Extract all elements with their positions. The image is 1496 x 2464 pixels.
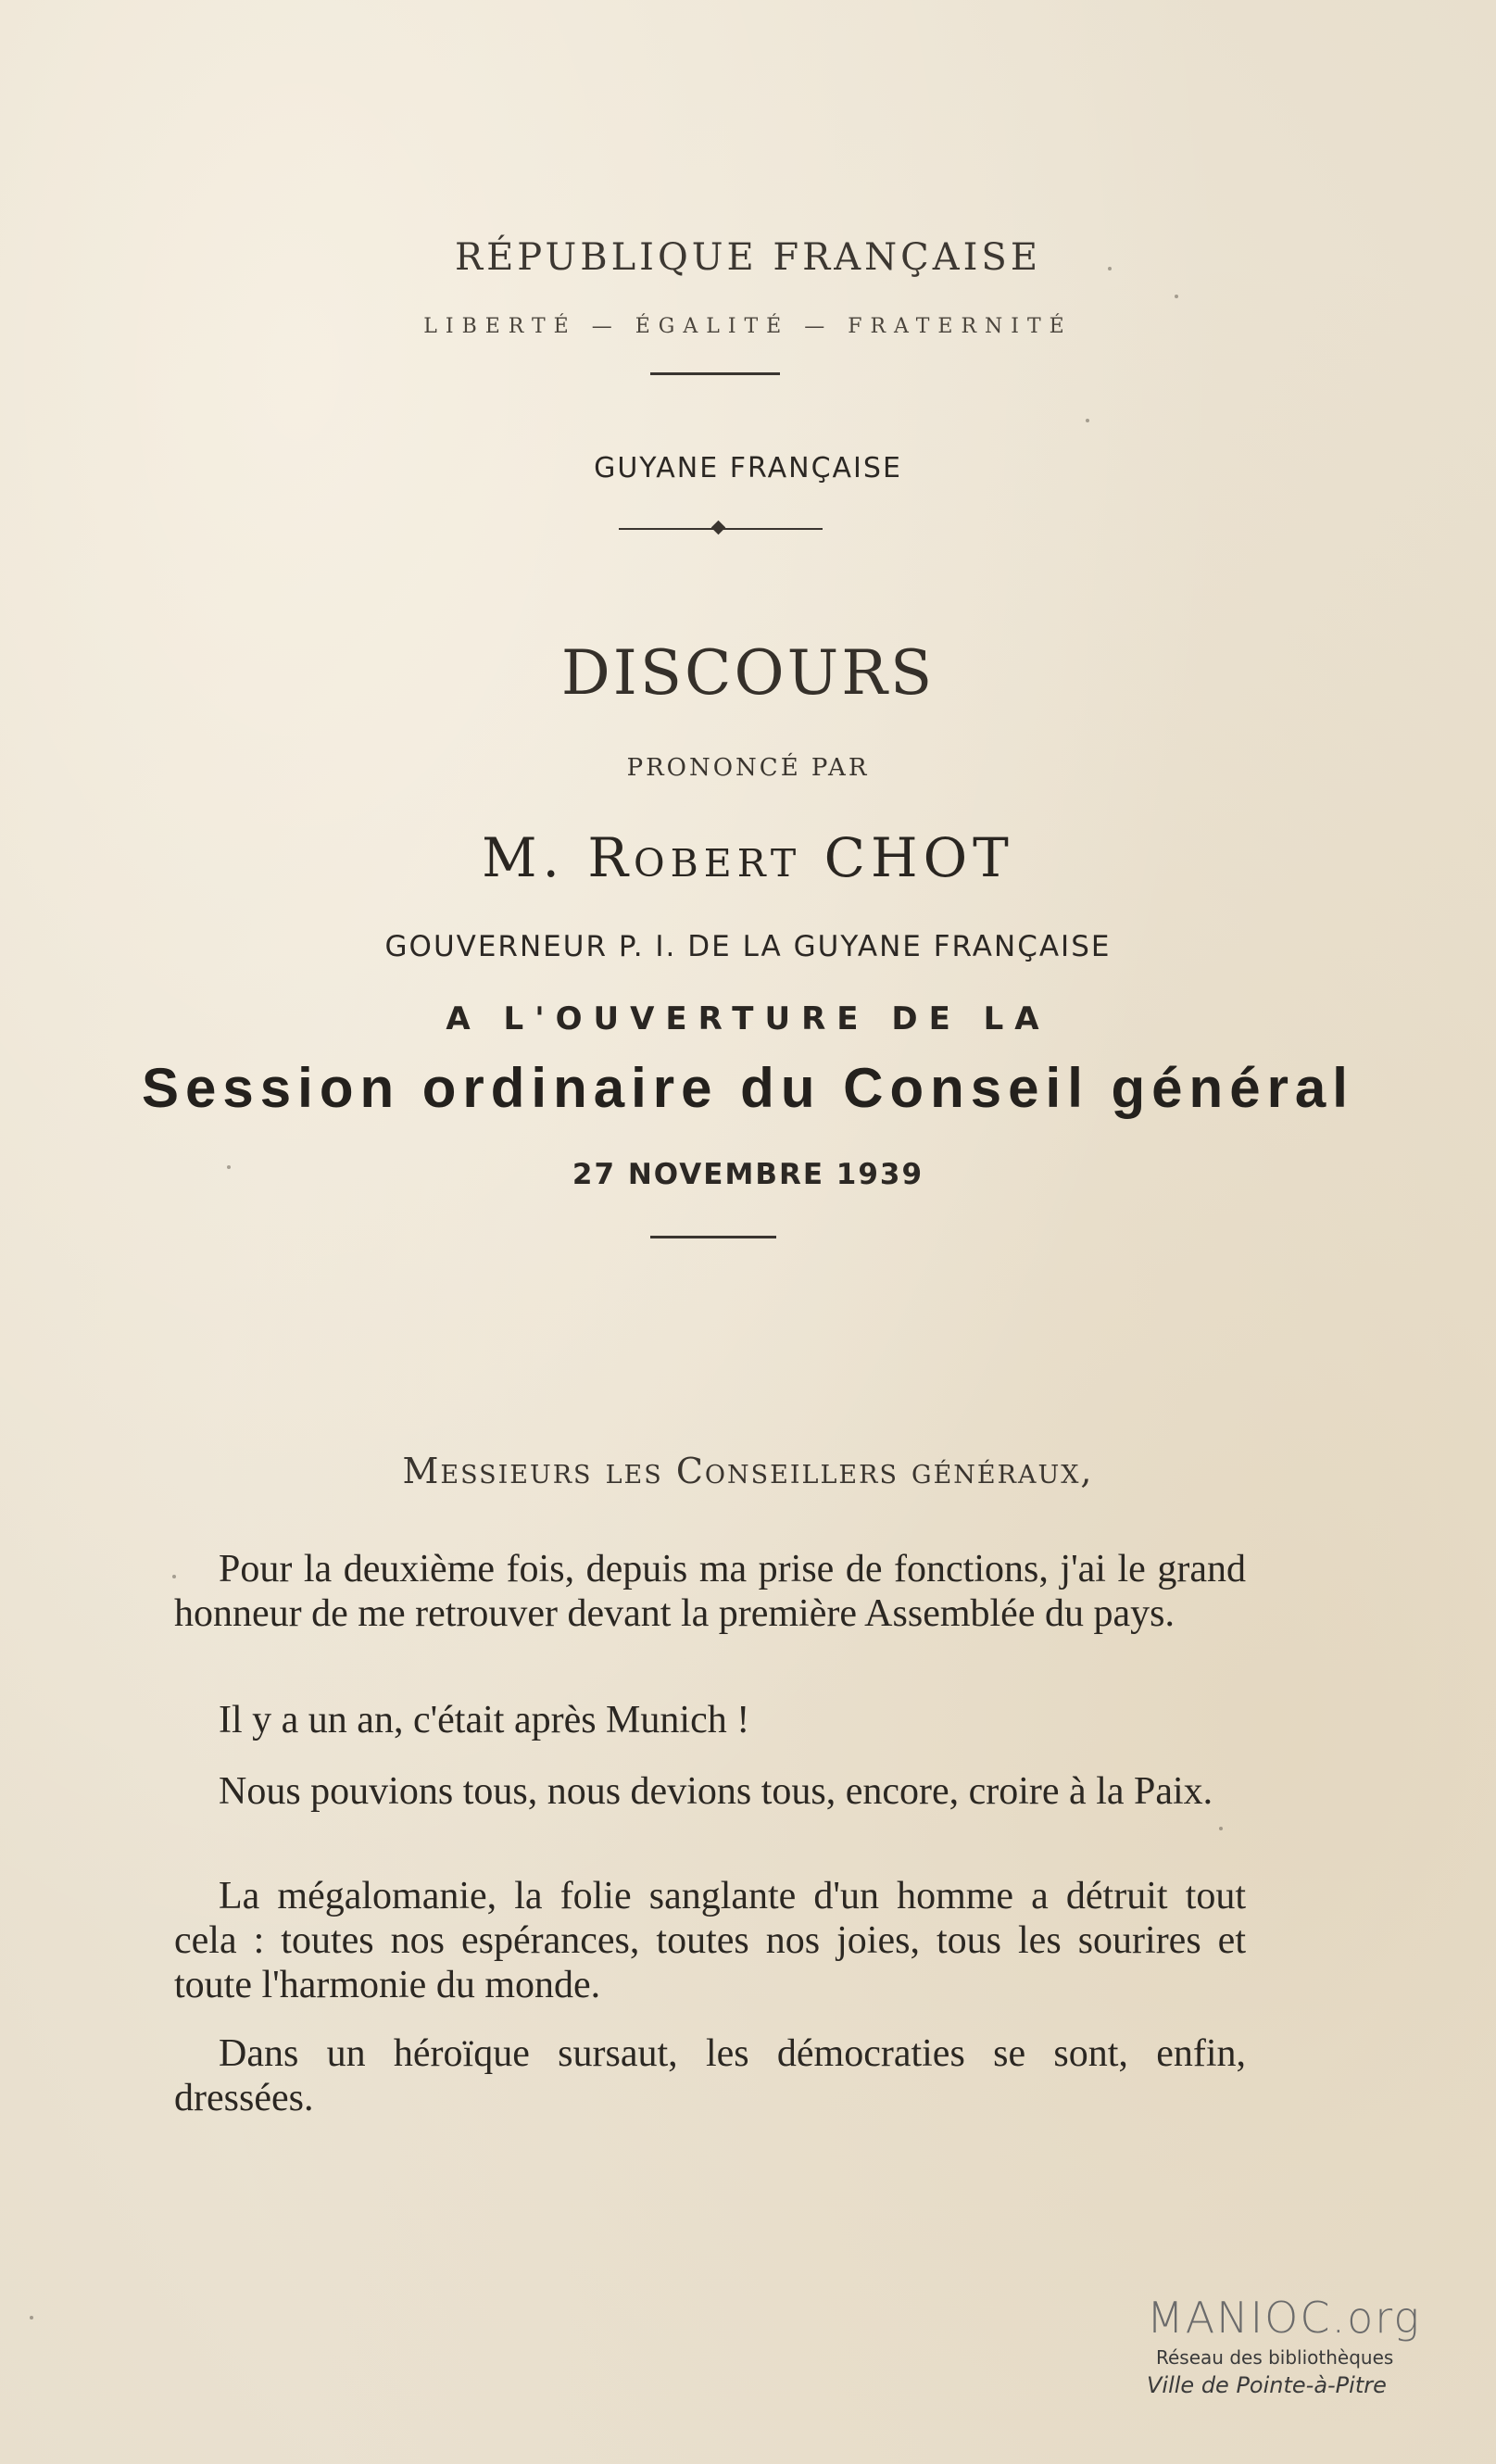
speech-paragraph — [174, 1698, 1246, 1742]
paper-speck — [1219, 1827, 1223, 1830]
speech-paragraph — [174, 1547, 1246, 1636]
orator-office: GOUVERNEUR P. I. DE LA GUYANE FRANÇAISE — [384, 930, 1112, 963]
divider-line — [650, 372, 780, 375]
manioc-logo: MANIOC.org — [1147, 2293, 1421, 2343]
paper-speck — [1108, 267, 1112, 270]
paragraph-text: Il y a un an, c'était après Munich ! — [219, 1699, 750, 1741]
orator-name: M. Robert CHOT — [482, 826, 1014, 889]
library-network-label: Réseau des bibliothèques — [1156, 2346, 1394, 2369]
paragraph-text: La mégalomanie, la folie sanglante d'un homme a détruit tout cela : toutes nos espérances, toutes nos joies, tous les sourires et toute l'harmonie du monde. — [174, 1875, 1246, 2006]
speech-paragraph — [174, 1769, 1246, 1814]
diamond-ornament — [711, 521, 726, 535]
session-title: Session ordinaire du Conseil général — [142, 1057, 1354, 1119]
paragraph-text: Pour la deuxième fois, depuis ma prise de fonctions, j'ai le grand honneur de me retrouver devant la première Assemblée du pays. — [174, 1548, 1246, 1635]
speech-date: 27 NOVEMBRE 1939 — [572, 1158, 924, 1191]
speech-paragraph — [174, 2031, 1246, 2120]
divider-line — [650, 1236, 776, 1238]
paper-speck — [172, 1575, 176, 1578]
paper-speck — [1086, 419, 1089, 422]
speech-paragraph — [174, 1874, 1246, 2007]
occasion-line: A L'OUVERTURE DE LA — [446, 1000, 1050, 1037]
library-city-label: Ville de Pointe-à-Pitre — [1147, 2372, 1387, 2398]
paper-speck — [227, 1165, 231, 1169]
paragraph-text: Nous pouvions tous, nous devions tous, encore, croire à la Paix. — [219, 1770, 1213, 1813]
republic-heading: RÉPUBLIQUE FRANÇAISE — [454, 236, 1042, 279]
manioc-watermark — [1147, 2293, 1462, 2398]
paragraph-text: Dans un héroïque sursaut, les démocraties se sont, enfin, dressées. — [174, 2032, 1246, 2119]
paper-speck — [30, 2316, 33, 2319]
paper-speck — [1175, 295, 1178, 298]
national-motto: LIBERTÉ — ÉGALITÉ — FRATERNITÉ — [423, 315, 1073, 338]
territory-heading: GUYANE FRANÇAISE — [594, 452, 902, 484]
salutation: Messieurs les Conseillers généraux, — [402, 1451, 1094, 1491]
document-title: DISCOURS — [560, 637, 936, 709]
pronounced-by-label: PRONONCÉ PAR — [626, 754, 870, 782]
